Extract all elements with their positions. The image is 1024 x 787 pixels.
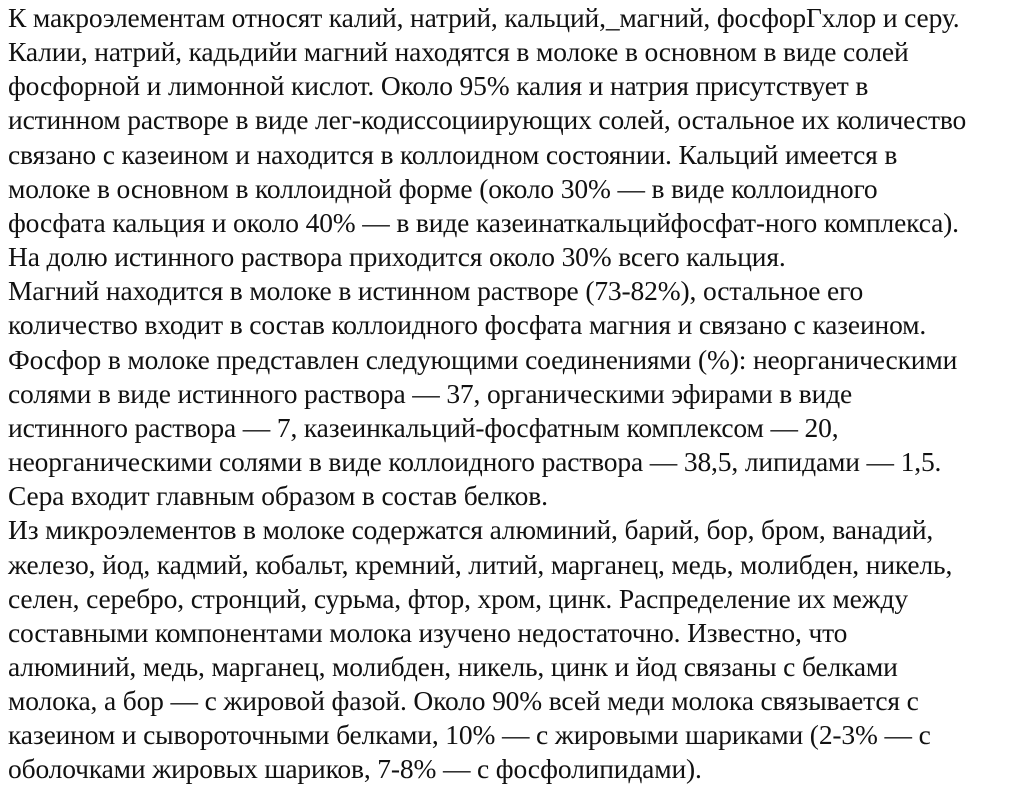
- text-line: Сера входит главным образом в состав белков.: [8, 480, 548, 512]
- text-line: количество входит в состав коллоидного фосфата магния и связано с казеином.: [8, 309, 927, 341]
- text-line: связано с казеином и находится в коллоидном состоянии. Кальций имеется в: [8, 138, 898, 170]
- text-line: Калии, натрий, кадьдийи магний находятся в молоке в основном в виде солей: [8, 36, 909, 68]
- text-line: алюминий, медь, марганец, молибден, никель, цинк и йод связаны с белками: [8, 650, 898, 682]
- text-line: железо, йод, кадмий, кобальт, кремний, литий, марганец, медь, молибден, никель,: [8, 548, 953, 580]
- text-line: Из микроэлементов в молоке содержатся алюминий, барий, бор, бром, ванадий,: [8, 514, 934, 546]
- document-page: [8, 0, 1020, 785]
- text-line: Фосфор в молоке представлен следующими соединениями (%): неорганическими: [8, 343, 958, 375]
- text-line: истинном растворе в виде лег-кодиссоциирующих солей, остальное их количество: [8, 104, 967, 136]
- text-line: селен, серебро, стронций, сурьма, фтор, хром, цинк. Распределение их между: [8, 582, 908, 614]
- text-line: солями в виде истинного раствора — 37, органическими эфирами в виде: [8, 377, 853, 409]
- text-line: Магний находится в молоке в истинном растворе (73-82%), остальное его: [8, 275, 864, 307]
- text-line: неорганическими солями в виде коллоидного раствора — 38,5, липидами — 1,5.: [8, 446, 942, 478]
- text-line: молока, а бор — с жировой фазой. Около 90% всей меди молока связывается с: [8, 685, 919, 717]
- text-line: составными компонентами молока изучено недостаточно. Известно, что: [8, 616, 848, 648]
- text-line: К макроэлементам относят калий, натрий, кальций,_магний, фосфорГхлор и серу.: [8, 2, 960, 33]
- text-line: истинного раствора — 7, казеинкальций-фосфатным комплексом — 20,: [8, 411, 839, 443]
- text-line: фосфата кальция и около 40% — в виде казеинаткальцийфосфат-ного комплекса).: [8, 206, 959, 238]
- text-line: казеином и сывороточными белками, 10% — с жировыми шариками (2-3% — с: [8, 719, 931, 751]
- text-line: оболочками жировых шариков, 7-8% — с фосфолипидами).: [8, 753, 702, 785]
- text-line: На долю истинного раствора приходится около 30% всего кальция.: [8, 241, 786, 273]
- text-line: молоке в основном в коллоидной форме (около 30% — в виде коллоидного: [8, 172, 878, 204]
- text-line: фосфорной и лимонной кислот. Около 95% калия и натрия присутствует в: [8, 70, 869, 102]
